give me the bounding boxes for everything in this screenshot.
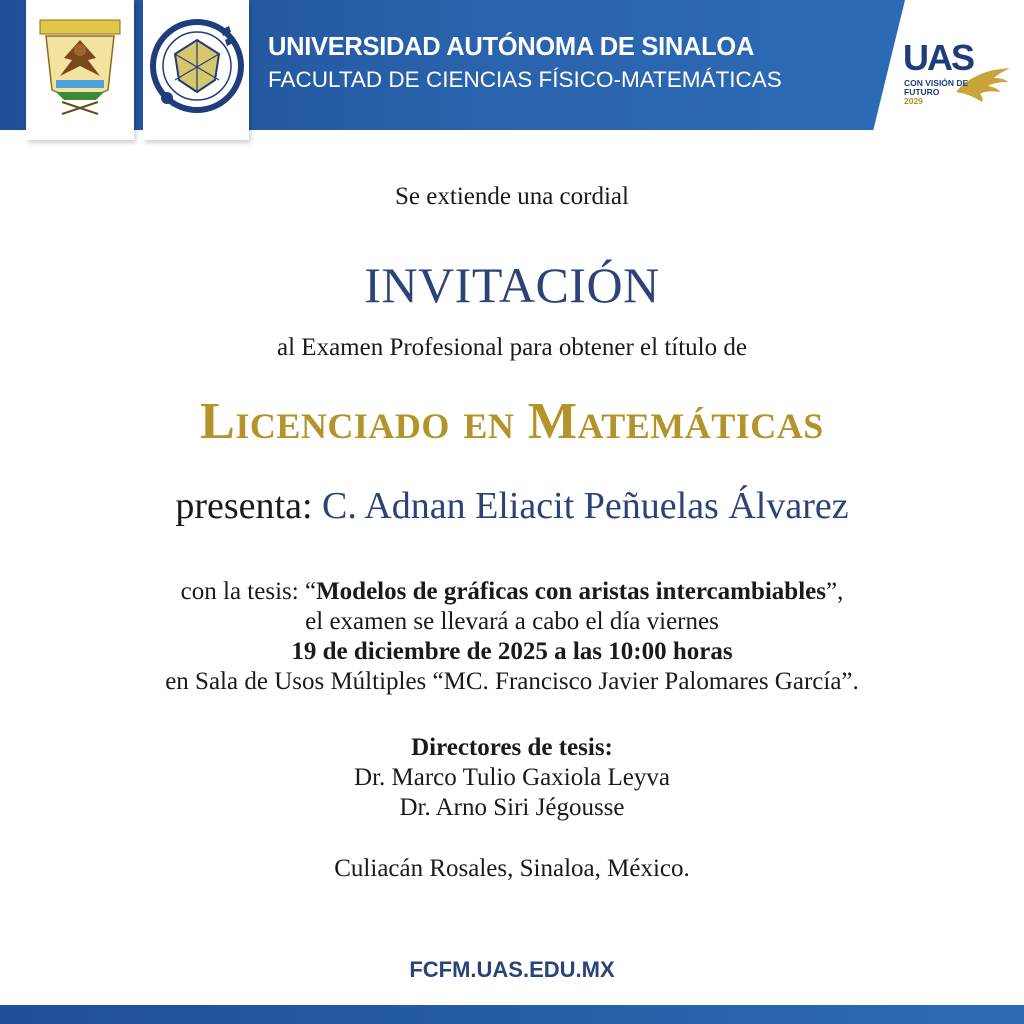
header (0, 0, 1024, 130)
footer-bar (0, 1005, 1024, 1024)
thesis-title: Modelos de gráficas con aristas intercambiables (316, 578, 826, 605)
candidate-name: C. Adnan Eliacit Peñuelas Álvarez (322, 485, 849, 527)
exam-line: al Examen Profesional para obtener el título de (277, 334, 747, 361)
exam-venue: en Sala de Usos Múltiples “MC. Francisco Javier Palomares García”. (165, 668, 859, 695)
directors-block (0, 733, 1024, 823)
university-crest-icon (26, 0, 134, 120)
faculty-emblem-icon (143, 0, 249, 120)
presenter-line (0, 484, 1024, 528)
director-1: Dr. Marco Tulio Gaxiola Leyva (354, 764, 670, 791)
faculty-card (143, 0, 249, 140)
website-link[interactable]: FCFM.UAS.EDU.MX (409, 957, 615, 982)
city-line: Culiacán Rosales, Sinaloa, México. (334, 855, 690, 882)
intro-text: Se extiende una cordial (395, 183, 629, 210)
uas-logo (900, 38, 1016, 112)
exam-day-line: el examen se llevará a cabo el día viernes (305, 608, 719, 635)
uas-logo-letters: UAS (903, 37, 974, 78)
directors-label: Directores de tesis: (411, 734, 613, 761)
university-name: UNIVERSIDAD AUTÓNOMA DE SINALOA (268, 33, 755, 61)
presenta-label: presenta: (175, 485, 313, 527)
uas-logo-tagline: CON VISIÓN DE FUTURO 2029 (904, 78, 969, 106)
invitation-heading: INVITACIÓN (364, 257, 660, 313)
faculty-name: FACULTAD DE CIENCIAS FÍSICO-MATEMÁTICAS (268, 67, 782, 92)
degree-title: Licenciado en Matemáticas (200, 393, 824, 450)
director-2: Dr. Arno Siri Jégousse (399, 794, 625, 821)
header-text (268, 30, 782, 96)
exam-datetime: 19 de diciembre de 2025 a las 10:00 horas (291, 638, 733, 665)
thesis-block (0, 577, 1024, 697)
thesis-line: con la tesis: “Modelos de gráficas con aristas intercambiables”, (180, 578, 844, 605)
crest-card (26, 0, 134, 140)
